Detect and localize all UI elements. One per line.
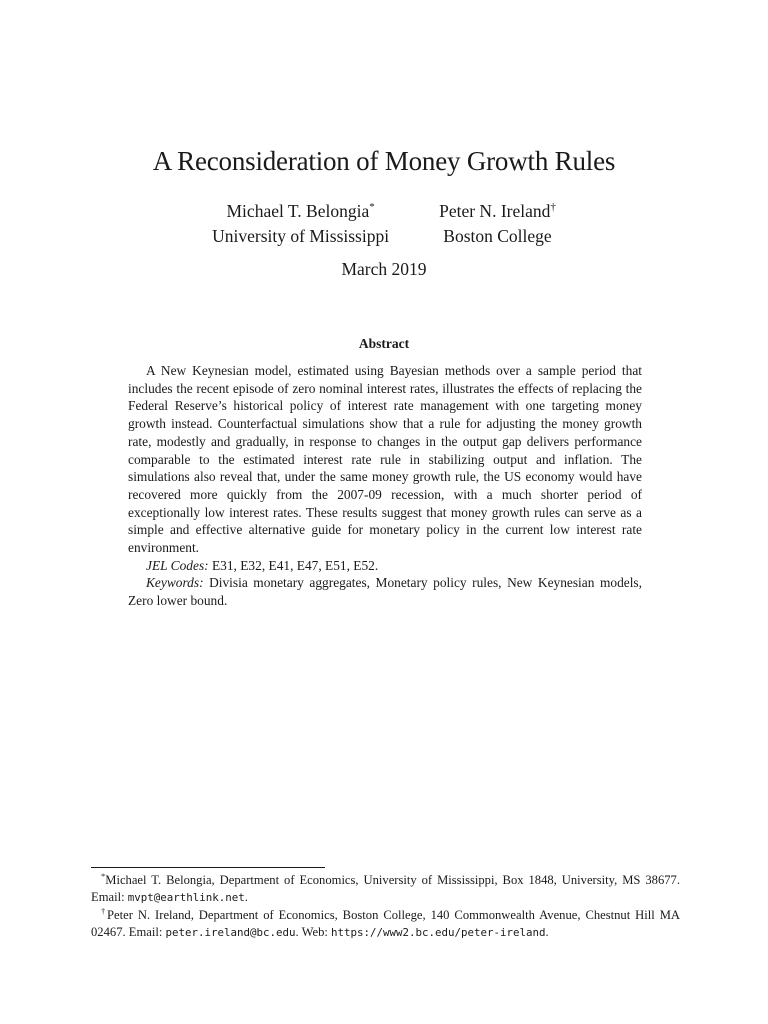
- abstract-heading: Abstract: [358, 336, 410, 351]
- paper-date: March 2019: [341, 259, 427, 279]
- keywords-label: Keywords:: [146, 575, 204, 591]
- author-name: Michael T. Belongia: [226, 201, 370, 221]
- footnote-text: Peter N. Ireland, Department of Economics, Boston College, 140 Commonwealth Avenue, Chestnut Hill MA 02467. Email:: [91, 907, 680, 940]
- footnote-marker: *: [101, 871, 106, 881]
- author-affiliation: University of Mississippi: [212, 226, 390, 246]
- keywords-values: Divisia monetary aggregates, Monetary policy rules, New Keynesian models, Zero lower bound.: [128, 575, 642, 609]
- jel-codes: [128, 557, 642, 575]
- abstract-body: A New Keynesian model, estimated using Bayesian methods over a sample period that includes the recent episode of zero nominal interest rates, illustrates the effects of replacing the Federal Reserve’s historical policy of interest rate management with one targeting money growth instead. Counterfactual simulations show that a rule for adjusting the money growth rate, modestly and gradually, in response to changes in the output gap delivers performance comparable to the estimated interest rate rule in stabilizing output and inflation. The simulations also reveal that, under the same money growth rule, the US economy would have recovered more quickly from the 2007-09 recession, with a much shorter period of exceptionally low interest rates. These results suggest that money growth rules can serve as a simple and effective alternative guide for monetary policy in the current low interest rate environment.: [128, 363, 642, 556]
- jel-values: E31, E32, E41, E47, E51, E52.: [211, 557, 379, 573]
- web-label: . Web:: [295, 925, 332, 940]
- footnote-divider: [91, 867, 325, 868]
- author-belongia: [212, 199, 389, 249]
- author-block: [0, 199, 768, 249]
- author-affiliation: Boston College: [443, 226, 552, 246]
- paper-title: A Reconsideration of Money Growth Rules: [152, 146, 616, 176]
- footnote-marker: *: [369, 201, 375, 213]
- footnotes: [91, 872, 680, 942]
- keywords: [128, 574, 642, 609]
- footnote-marker: †: [101, 905, 108, 916]
- footnote-tail: .: [545, 925, 549, 940]
- author-name: Peter N. Ireland: [439, 201, 551, 221]
- abstract: [128, 362, 642, 610]
- footnote-ireland: [91, 907, 680, 942]
- web-link[interactable]: https://www2.bc.edu/peter-ireland: [331, 926, 546, 940]
- footnote-belongia: [91, 872, 680, 907]
- email-link[interactable]: peter.ireland@bc.edu: [165, 926, 296, 940]
- email-link[interactable]: mvpt@earthlink.net: [127, 891, 245, 905]
- jel-label: JEL Codes:: [146, 557, 209, 573]
- footnote-tail: .: [244, 890, 248, 905]
- author-ireland: [439, 199, 556, 249]
- footnote-marker: †: [550, 201, 556, 213]
- footnote-text: Michael T. Belongia, Department of Economics, University of Mississippi, Box 1848, University, MS 38677. Email:: [91, 873, 680, 905]
